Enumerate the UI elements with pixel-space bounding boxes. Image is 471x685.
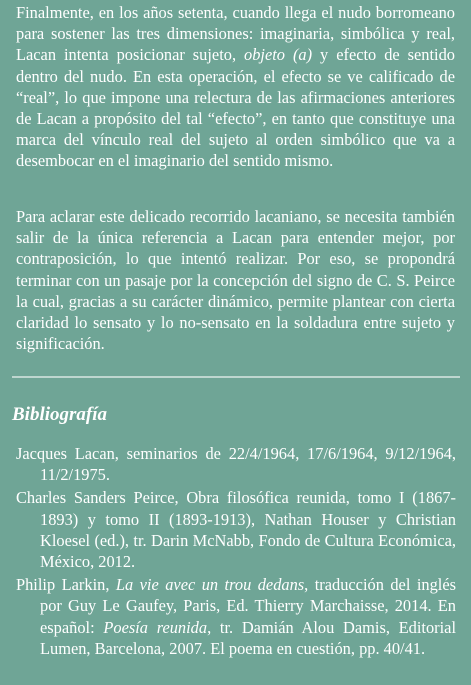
bibliography-entry-larkin: [16, 574, 456, 659]
bibliography-heading: Bibliografía: [12, 404, 108, 425]
bibliography-entry-lacan: Jacques Lacan, seminarios de 22/4/1964, 17/6/1964, 9/12/1964, 11/2/1975.: [16, 444, 456, 485]
p1-text-end: y efecto de sentido dentro del nudo. En esta operación, el efecto se ve calificado de “real”, lo que impone una relectura de las afirmaciones anteriores de Lacan a propósito del tal “efecto”, en tanto que constituye una marca del vínculo real del sujeto al orden simbólico que va a desembocar en el imaginario del sentido mismo.: [16, 45, 455, 171]
larkin-author: Philip Larkin,: [16, 575, 116, 595]
body-paragraph-1: [16, 2, 455, 172]
p1-text-start: Finalmente, en los años setenta, cuando llega el nudo borromeano para sostener las tres dimensiones: imaginaria, simbólica y real, Lacan intenta posicionar sujeto,: [16, 3, 455, 65]
p1-italic-term: objeto (a): [244, 45, 313, 65]
body-paragraph-2: Para aclarar este delicado recorrido lacaniano, se necesita también salir de la única referencia a Lacan para entender mejor, por contraposición, lo que intentó realizar. Por eso, se propondrá terminar con un pasaje por la concepción del signo de C. S. Peirce la cual, gracias a su carácter dinámico, permite plantear con cierta claridad lo sensato y lo no-sensato en la soldadura entre sujeto y significación.: [16, 207, 455, 354]
larkin-spanish-title: Poesía reunida: [103, 617, 208, 637]
larkin-title: La vie avec un trou dedans: [115, 575, 305, 595]
larkin-details: , traducción del inglés por Guy Le Gaufey, Paris, Ed. Thierry Marchaisse, 2014. En español:: [40, 575, 456, 637]
section-divider: [12, 376, 460, 378]
larkin-publication: , tr. Damián Alou Damis, Editorial Lumen, Barcelona, 2007. El poema en cuestión, pp. 40/41.: [40, 617, 456, 658]
bibliography-entry-peirce: Charles Sanders Peirce, Obra filosófica reunida, tomo I (1867-1893) y tomo II (1893-1913), Nathan Houser y Christian Kloesel (ed.), tr. Darin McNabb, Fondo de Cultura Económica, México, 2012.: [16, 488, 456, 572]
bibliography-list: [16, 443, 456, 661]
